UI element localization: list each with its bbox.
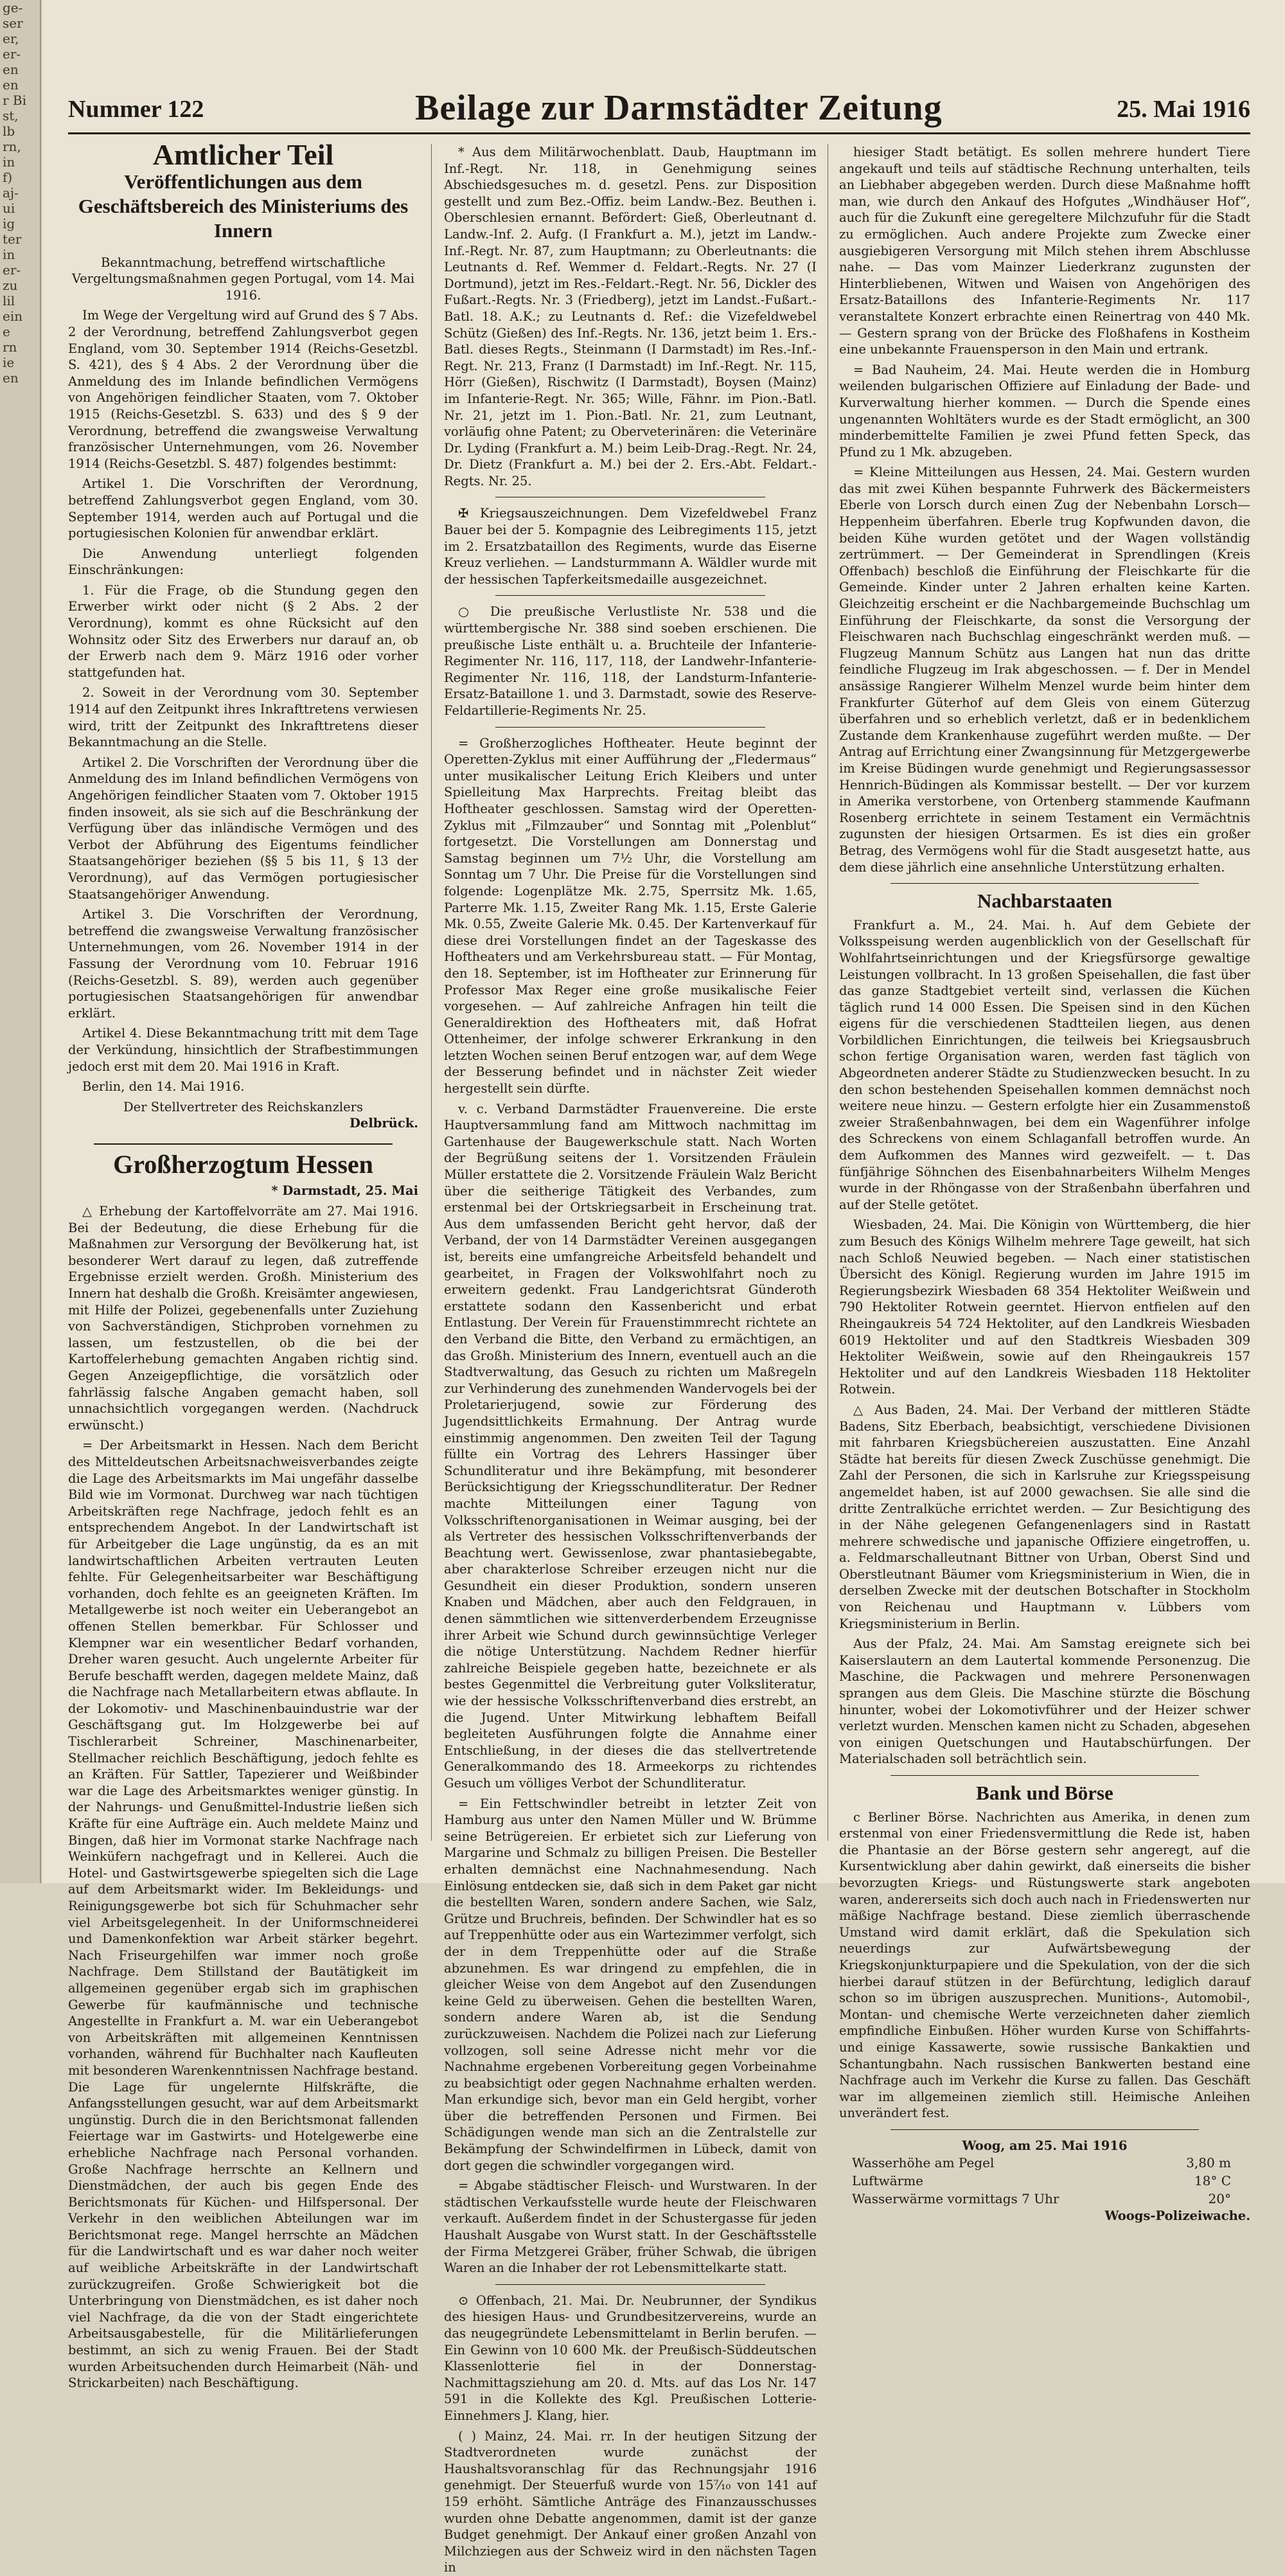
woog-label: Wasserwärme vormittags 7 Uhr <box>852 2191 1059 2207</box>
article-mainz: ( ) Mainz, 24. Mai. rr. In der heutigen Sitzung der Stadtverordneten wurde zunächst der Haushaltsvoranschlag für das Rechnungsjahr 1916 genehmigt. Der Steuerfuß wurde von 15⁷⁄₁₀ von 141 auf 159 erhöht. Sämtliche Anträge des Finanzausschusses wurden ohne Debatte angenommen, damit ist der ganze Budget genehmigt. Der Ankauf einer großen Anzahl von Milchziegen aus der Schweiz wird in den nächsten Tagen in <box>444 2428 817 2575</box>
column-3 <box>839 144 1250 2224</box>
article-offenbach: ⊙ Offenbach, 21. Mai. Dr. Neubrunner, der Syndikus des hiesigen Haus- und Grundbesitzervereins, wurde an das neugegründete Lebensmittelamt in Berlin berufen. — Ein Gewinn von 10 600 Mk. der Preußisch-Süddeutschen Klassenlotterie fiel in der Donnerstag-Nachmittagsziehung am 20. d. Mts. auf das Los Nr. 147 591 in die Kollekte des Kgl. Preußischen Lotterie-Einnehmers J. Klang, hier. <box>444 2293 817 2423</box>
prev-page-fragment: ui <box>3 201 15 216</box>
prev-page-fragment: rn, <box>3 139 21 154</box>
article-small-news-hessen: = Kleine Mitteilungen aus Hessen, 24. Mai. Gestern wurden das mit zwei Kühen bespannte Fuhrwerk des Bäckermeisters Eberle von Lorsch durch einen Zug der Nebenbahn Lorsch—Heppenheim überfahren. Eberle trug Kopfwunden davon, die beiden Kühe wurden getötet und der Wagen vollständig zertrümmert. — Der Gemeinderat in Sprendlingen (Kreis Offenbach) beschloß die Einführung der Fleischkarte für die Gemeinde. Kinder unter 2 Jahren erhalten keine Karten. Gleichzeitig erscheint er die Nachbargemeinde Buchschlag um Einführung der Fleischkarte, da sonst die Versorgung der Fleischwaren nach Buchschlag eingeschränkt werden muß. — Flugzeug Mannum Schütz aus Langen hat nun das dritte feindliche Flugzeug im Irak abgeschossen. — f. Der in Mendel ansässige Rangierer Wilhelm Menzel wurde beim hinter dem Frankfurter Güterhof auf dem Gleis von einem Güterzug überfahren und so erheblich verletzt, daß er in bedenklichem Zustande dem Krankenhause zugeführt werden mußte. — Der Antrag auf Errichtung einer Zwangsinnung für Metzgergewerbe im Kreise Büdingen wurde genehmigt und Regierungsassessor Hennrich-Büdingen als Kommissar bestellt. — Der vor kurzem in Amerika verstorbene, von Ortenberg stammende Kaufmann Rosenberg errichtete in seinem Testament ein Vermächtnis zugunsten der hiesigen Ortsarmen. Es ist dies ein großer Betrag, des Vermögens wohl für die Stadt ausgesetzt hatte, aus dem diese jährlich eine ansehnliche Unterstützung erhalten. <box>839 465 1250 875</box>
decree-intro: Im Wege der Vergeltung wird auf Grund des § 7 Abs. 2 der Verordnung, betreffend Zahlungsverbot gegen England, vom 30. September 1914 (Reichs-Gesetzbl. S. 421), des § 4 Abs. 2 der Verordnung über die Anmeldung des im Inlande befindlichen Vermögens von Angehörigen feindlicher Staaten, vom 7. Oktober 1915 (Reichs-Gesetzbl. S. 633) und des § 9 der Verordnung, betreffend die zwangsweise Verwaltung französischer Unternehmungen, vom 26. November 1914 (Reichs-Gesetzbl. S. 487) folgendes bestimmt: <box>68 308 418 471</box>
woog-row <box>852 2154 1231 2172</box>
section-subheading: Veröffentlichungen aus dem Geschäftsbereich des Ministeriums des Innern <box>78 170 409 242</box>
rule <box>891 883 1199 884</box>
masthead <box>68 87 1250 134</box>
woog-row <box>852 2172 1231 2190</box>
article-1-limits: Die Anwendung unterliegt folgenden Einschränkungen: <box>68 546 418 578</box>
woog-row <box>852 2190 1231 2208</box>
prev-page-fragment: e <box>3 324 10 339</box>
prev-page-fragment: ie <box>3 355 15 370</box>
place-date: Berlin, den 14. Mai 1916. <box>82 1079 245 1095</box>
prev-page-fragment: en <box>3 77 19 93</box>
prev-page-fragment: ge- <box>3 0 23 15</box>
prev-page-fragment: er, <box>3 31 19 46</box>
woog-value: 20° <box>1208 2191 1231 2207</box>
article-pfalz: Aus der Pfalz, 24. Mai. Am Samstag ereignete sich bei Kaiserslautern an dem Lautertal kommende Personenzug. Die Maschine, die Packwagen und mehrere Personenwagen sprangen aus dem Gleis. Die Maschine stürzte die Böschung hinunter, wobei der Lokomotivführer und der Heizer schwer verletzt wurden. Menschen kamen nicht zu Schaden, abgesehen von einigen Quetschungen und Hautabschürfungen. Der Materialschaden soll beträchtlich sein. <box>839 1636 1250 1767</box>
rule <box>891 2129 1199 2130</box>
article-military-weekly: * Aus dem Militärwochenblatt. Daub, Hauptmann im Inf.-Regt. Nr. 118, in Genehmigung seines Abschiedsgesuches m. d. gesetzl. Pens. zur Disposition gestellt und zum Bez.-Offiz. beim Landw.-Bez. Beuthen i. Oberschlesien ernannt. Befördert: Gieß, Oberleutnant d. Landw.-Inf. 2. Aufg. (I Frankfurt a. M.), jetzt im Landw.-Inf.-Regt. Nr. 87, zum Hauptmann; zu Oberleutnants: die Leutnants d. Ref. Wemmer d. Feldart.-Regts. Nr. 27 (I Dortmund), jetzt im Res.-Feldart.-Regt. Nr. 56, Dickler des Fußart.-Regts. Nr. 3 (Friedberg), jetzt im Landst.-Fußart.-Batl. 18. A.K.; zu Leutnants d. Ref.: die Vizefeldwebel Schütz (Gießen) des Inf.-Regts. Nr. 136, jetzt beim 1. Ers.-Batl. dieses Regts., Steinmann (I Darmstadt) im Res.-Inf.-Regt. Nr. 213, Franz (I Darmstadt) im Inf.-Regt. Nr. 115, Hörr (Gießen), Rischwitz (I Darmstadt), Boysen (Mainz) im Infanterie-Regt. Nr. 365; Wille, Fähnr. im Pion.-Batl. Nr. 21, jetzt im 1. Pion.-Batl. Nr. 21, zum Leutnant, vorläufig ohne Patent; zu Oberveterinären: die Veterinäre Dr. Lyding (Frankfurt a. M.) beim Leib-Drag.-Regt. Nr. 24, Dr. Dietz (Frankfurt a. M.) bei der 2. Ers.-Abt. Feldart.-Regts. Nr. 25. <box>444 145 817 488</box>
woog-value: 18° C <box>1194 2173 1231 2189</box>
rule <box>891 1775 1199 1776</box>
prev-page-fragment: ig <box>3 216 15 231</box>
article-1-item-1: 1. Für die Frage, ob die Stundung gegen den Erwerber wirkt oder nicht (§ 2 Abs. 2 der Verordnung), kommt es ohne Rücksicht auf den Wohnsitz oder Sitz des Erwerbers nur darauf an, ob der Erwerb nach dem 9. März 1916 oder vorher stattgefunden hat. <box>68 582 418 680</box>
prev-page-fragment: in <box>3 154 15 170</box>
section-rule <box>94 1143 393 1145</box>
section-heading-neighbors: Nachbarstaaten <box>977 890 1113 913</box>
prev-page-fragment: ein <box>3 309 23 324</box>
article-1-item-2: 2. Soweit in der Verordnung vom 30. September 1914 auf den Zeitpunkt ihres Inkrafttretens verwiesen wird, tritt der Zeitpunkt des Inkrafttretens dieser Bekanntmachung an die Stelle. <box>68 685 418 750</box>
woog-label: Luftwärme <box>852 2173 924 2189</box>
section-heading-hessen: Großherzogtum Hessen <box>113 1149 373 1179</box>
section-heading-bank: Bank und Börse <box>976 1782 1113 1804</box>
signatory: Delbrück. <box>350 1116 418 1131</box>
article-baden: △ Aus Baden, 24. Mai. Der Verband der mittleren Städte Badens, Sitz Eberbach, beabsichtigt, verschiedene Divisionen mit fahrbaren Kriegsbüchereien auszustatten. Eine Anzahl Städte hat bereits für diesen Zweck Zuschüsse genehmigt. Die Zahl der Personen, die sich in Karlsruhe zur Kriegsspeisung angemeldet haben, ist auf 2000 gewachsen. Sie alle sind die dritte Zentralküche errichtet werden. — Zur Besichtigung des in der Nähe gelegenen Gefangenenlagers sind in Rastatt mehrere schwedische und japanische Offiziere eingetroffen, u. a. Feldmarschalleutnant Bittner von Urban, Oberst Sind und Oberstleutnant Bäumer vom Kriegsministerium in Wien, die in derselben Zwecke mit der deutschen Botschafter in Stockholm von Reichenau und Hauptmann v. Lübbers vom Kriegsministerium in Berlin. <box>839 1402 1250 1631</box>
prev-page-fragment: lb <box>3 123 15 139</box>
prev-page-fragment: f) <box>3 170 13 185</box>
prev-page-fragment: er- <box>3 262 21 278</box>
dateline: * Darmstadt, 25. Mai <box>271 1183 418 1199</box>
prev-page-fragment: aj- <box>3 185 19 201</box>
prev-page-fragment: ser <box>3 15 23 31</box>
section-heading-official: Amtlicher Teil <box>152 138 334 171</box>
woog-label: Wasserhöhe am Pegel <box>852 2155 995 2171</box>
article-1: Artikel 1. Die Vorschriften der Verordnung, betreffend Zahlungsverbot gegen England, vom 30. September 1914, werden auch auf Portugal und die portugiesischen Kolonien für anwendbar erklärt. <box>68 476 418 541</box>
issue-date: 25. Mai 1916 <box>1117 96 1250 123</box>
article-meat-sale: = Abgabe städtischer Fleisch- und Wurstwaren. In der städtischen Verkaufsstelle wurde heute der Fleischwaren verkauft. Außerdem findet in der Schustergasse für jeden Haushalt Ausgabe von Wurst statt. In der Geschäftsstelle der Firma Metzgerei Gräber, früher Schwab, die übrigen Waren an die Inhaber der rot Lebensmittelkarte statt. <box>444 2178 817 2276</box>
prev-page-fragment: en <box>3 62 19 77</box>
woog-signature: Woogs-Polizeiwache. <box>1104 2208 1250 2224</box>
article-frankfurt: Frankfurt a. M., 24. Mai. h. Auf dem Gebiete der Volksspeisung werden augenblicklich von der Gesellschaft für Wohlfahrtseinrichtungen und der Kriegsfürsorge gewaltige Leistungen vollbracht. In 13 großen Speisehallen, die fast über das ganze Stadtgebiet verteilt sind, verlassen die Küchen täglich rund 14 000 Essen. Die Speisen sind in den Küchen eigens für die verschiedenen Stadtteilen liegen, aus denen Vorbildlichen Einrichtungen, die teilweis bei Kriegsausbruch schon fertige Organisation waren, werden fast täglich von Abgeordneten anderer Städte zu Studienzwecken besucht. In zu den schon bestehenden Speisehallen kommen demnächst noch weitere neue hinzu. — Gestern erfolgte hier ein Zusammenstoß zweier Straßenbahnwagen, bei dem ein Wagenführer infolge des Schreckens von einem Schlaganfall betroffen wurde. An dem Aufkommen des Mannes wird gezweifelt. — t. Das fünfjährige Söhnchen des Eisenbahnarbeiters Wilhelm Menges wurde in der Rhöngasse von der Straßenbahn überfahren und auf der Stelle getötet. <box>839 917 1250 1212</box>
article-berlin-exchange: c Berliner Börse. Nachrichten aus Amerika, in denen zum erstenmal von einer Friedensvermittlung die Rede ist, haben die Phantasie an der Börse gestern sehr angeregt, auf die Kursentwicklung aber dahin gewirkt, daß einerseits die bisher bevorzugten Kriegs- und Rüstungswerte stark angeboten waren, andererseits sich doch auch nach in Friedenswerten nur mäßige Nachfrage bestand. Diese ziemlich überraschende Umstand wird damit erklärt, daß die Spekulation sich neuerdings zur Aufwärtsbewegung der Kriegskonjunkturpapiere und die Spekulation, von der die sich hierbei darauf stützen in der Befürchtung, lediglich darauf schon so im übrigen auszusprechen. Munitions-, Automobil-, Montan- und chemische Werte verzeichneten daher ziemlich empfindliche Einbußen. Höher wurden Kurse von Schiffahrts- und einige Kassawerte, sowie russische Bankaktien und Schantungbahn. Nach russischen Bankwerten bestand eine Nachfrage auch im Verkehr die Kurse zu fallen. Das Geschäft war im allgemeinen ziemlich still. Heimische Anleihen unverändert fest. <box>839 1809 1250 2121</box>
article-womens-associations: v. c. Verband Darmstädter Frauenvereine. Die erste Hauptversammlung fand am Mittwoch nachmittag im Gartenhause der Baugewerkschule statt. Nach Worten der Begrüßung seitens der 1. Vorsitzenden Fräulein Müller erstattete die 2. Vorsitzende Fräulein Walz Bericht über die seitherige Tätigkeit des Verbandes, zum erstenmal bei der Ortskriegsarbeit in Erscheinung trat. Aus dem umfassenden Bericht geht hervor, daß der Verband, der von 14 Darmstädter Vereinen ausgegangen ist, bereits eine umfangreiche Arbeitsfeld behandelt und gearbeitet, in Fragen der Volkswohlfahrt noch zu erweitern gedenkt. Frau Landgerichtsrat Günderoth erstattete sodann den Kassenbericht und erbat Entlastung. Der Verein für Frauenstimmrecht richtete an den Verband die Bitte, den Verband zu ermächtigen, an das Großh. Ministerium des Innern, eventuell auch an die Stadtverwaltung, das Gesuch zu richten um Maßregeln zur Verhinderung des zunehmenden Wandervogels bei der Proletarierjugend, sowie zur Förderung des Jugendsittlichkeits Ermahnung. Der Antrag wurde einstimmig angenommen. Den zweiten Teil der Tagung füllte ein Vortrag des Lehrers Hassinger über Schundliteratur und ihre Bekämpfung, mit besonderer Berücksichtigung der Kriegsschundliteratur. Der Redner machte Mitteilungen einer Tagung von Volksschriftenorganisationen in Weimar ausging, bei der als Vertreter des hessischen Volksschriftenverbands der Beachtung wert. Gewissenlose, zwar phantasiebegabte, aber charakterlose Schreiber erzeugen nicht nur die Gesundheit ein dieser Produktion, sondern unseren Knaben und Mädchen, aber auch den Feldgrauen, in denen sämmtlichen wie sittenverderbendem Erzeugnisse ihrer Arbeit wie Schund durch gewinnsüchtige Verleger die nötige Unterstützung. Nachdem Redner hierfür zahlreiche Beispiele gegeben hatte, bezeichnete er als bestes Gegenmittel die Verbreitung guter Volksliteratur, wie der hessische Volksschriftenverband dies erstrebt, an die Jugend. Unter Mitwirkung lebhaftem Beifall begleiteten Ausführungen folgte die Annahme einer Entschließung, in der dieses die das stellvertretende Generalkommando des 18. Armeekorps zu richtendes Gesuch um völliges Verbot der Schundliteratur. <box>444 1101 817 1791</box>
column-1 <box>68 138 418 2391</box>
prev-page-fragment: er- <box>3 46 21 62</box>
column-2 <box>444 144 817 2575</box>
prev-page-fragment: rn <box>3 339 17 355</box>
newspaper-page <box>42 0 1285 2575</box>
article-mainz-continued: hiesiger Stadt betätigt. Es sollen mehrere hundert Tiere angekauft und teils auf städtische Rechnung unterhalten, teils an Liebhaber abgegeben werden. Durch diese Maßnahme hofft man, wie durch den Ankauf des Hofgutes „Windhäuser Hof“, auch für die Zukunft eine geregeltere Milchzufuhr für die Stadt zu ermöglichen. Auch andere Projekte zum Zwecke einer ausgiebigeren Versorgung mit Milch stehen ihrem Abschlusse nahe. — Das vom Mainzer Liederkranz zugunsten der Hinterbliebenen, Witwen und Waisen von Angehörigen des Ersatz-Bataillons des Infanterie-Regiments Nr. 117 veranstaltete Konzert erbrachte einen Reinertrag von 440 Mk. — Gestern sprang von der Brücke des Floßhafens in Kostheim eine unbekannte Frauensperson in den Main und ertrank. <box>839 145 1250 357</box>
article-court-theater: = Großherzogliches Hoftheater. Heute beginnt der Operetten-Zyklus mit einer Aufführung der „Fledermaus“ unter musikalischer Leitung Erich Kleibers und unter Spielleitung Max Harprechts. Freitag bleibt das Hoftheater geschlossen. Samstag wird der Operetten-Zyklus mit „Filmzauber“ und Sonntag mit „Polenblut“ fortgesetzt. Die Vorstellungen am Donnerstag und Samstag beginnen um 7½ Uhr, die Vorstellung am Sonntag um 7 Uhr. Die Preise für die Vorstellungen sind folgende: Logenplätze Mk. 2.75, Sperrsitz Mk. 1.65, Parterre Mk. 1.15, Zweiter Rang Mk. 1.15, Erste Galerie Mk. 0.55, Zweite Galerie Mk. 0.45. Der Kartenverkauf für diese drei Vorstellungen findet an der Tageskasse des Hoftheaters und am Verkehrsbureau statt. — Für Montag, den 18. September, ist im Hoftheater zur Erinnerung für Professor Max Reger eine große musikalische Feier vorgesehen. — Auf zahlreiche Anfragen hin teilt die Generaldirektion des Hoftheaters mit, daß Hofrat Ottenheimer, der infolge schwerer Erkrankung in den letzten Wochen seinen Beruf entzogen war, auf dem Wege der Besserung befindet und in nächster Zeit wieder hergestellt sein dürfte. <box>444 735 817 1096</box>
newspaper-title: Beilage zur Darmstädter Zeitung <box>415 88 943 128</box>
article-4: Artikel 4. Diese Bekanntmachung tritt mit dem Tage der Verkündung, hinsichtlich der Strafbestimmungen jedoch erst mit dem 20. Mai 1916 in Kraft. <box>68 1026 418 1074</box>
rule <box>495 595 765 596</box>
signatory-title: Der Stellvertreter des Reichskanzlers <box>123 1099 363 1114</box>
issue-number: Nummer 122 <box>68 96 204 123</box>
rule <box>495 2284 765 2285</box>
article-potato-survey: △ Erhebung der Kartoffelvorräte am 27. Mai 1916. Bei der Bedeutung, die diese Erhebung für die Maßnahmen zur Versorgung der Bevölkerung hat, ist besonderer Wert darauf zu legen, daß zutreffende Ergebnisse erzielt werden. Großh. Ministerium des Innern hat deshalb die Großh. Kreisämter angewiesen, mit Hilfe der Polizei, gegebenenfalls unter Zuziehung von Sachverständigen, Stichproben vornehmen zu lassen, um festzustellen, ob die bei der Kartoffelerhebung gemachten Angaben richtig sind. Gegen Anzeigepflichtige, die vorsätzlich oder fahrlässig falsche Angaben gemacht haben, soll unnachsichtlich vorgegangen werden. (Nachdruck erwünscht.) <box>68 1204 418 1433</box>
prev-page-fragment: zu <box>3 278 18 293</box>
article-3: Artikel 3. Die Vorschriften der Verordnung, betreffend die zwangsweise Verwaltung französischer Unternehmungen, vom 26. November 1914 in der Fassung der Verordnung vom 10. Februar 1916 (Reichs-Gesetzbl. S. 89), werden auch gegenüber portugiesischen Staatsangehörigen für anwendbar erklärt. <box>68 907 418 1021</box>
article-war-decorations: ✠ Kriegsauszeichnungen. Dem Vizefeldwebel Franz Bauer bei der 5. Kompagnie des Leibregiments 115, jetzt im 2. Ersatzbataillon des Regiments, wurde das Eiserne Kreuz verliehen. — Landsturmmann A. Wäldler wurde mit der hessischen Tapferkeitsmedaille ausgezeichnet. <box>444 506 817 587</box>
prev-page-fragment: r Bi <box>3 93 27 108</box>
prev-page-fragment: in <box>3 247 15 262</box>
column-divider <box>431 144 432 1841</box>
decree-title: Bekanntmachung, betreffend wirtschaftliche Vergeltungsmaßnahmen gegen Portugal, vom 14. Mai 1916. <box>71 255 415 303</box>
article-casualty-list: ○ Die preußische Verlustliste Nr. 538 und die württembergische Nr. 388 sind soeben erschienen. Die preußische Liste enthält u. a. Bruchteile der Infanterie-Regimenter Nr. 116, 117, 118, der Landwehr-Infanterie-Regimenter Nr. 116, 118, der Landsturm-Infanterie-Ersatz-Bataillone 1. und 3. Darmstadt, sowie des Reserve-Feldartillerie-Regiments Nr. 25. <box>444 604 817 718</box>
prev-page-fragment: ter <box>3 231 22 247</box>
woog-table <box>852 2154 1250 2208</box>
prev-page-fragment: lil <box>3 293 15 309</box>
article-fat-swindler: = Ein Fettschwindler betreibt in letzter Zeit von Hamburg aus unter den Namen Müller und W. Brümme seine Betrügereien. Er erbietet sich zur Lieferung von Margarine und Schmalz zu billigen Preisen. Die Besteller erhalten demnächst eine Nachnahmesendung. Nach Einlösung entdecken sie, daß sich in dem Paket gar nicht die bestellten Waren, sondern andere Sachen, wie Salz, Grütze und Bruchreis, befinden. Der Schwindler hat es so auf Treppenhütte oder aus ein Wartezimmer verfolgt, sich der in dem Treppenhütte oder auf die Straße abzunehmen. Es war dringend zu empfehlen, die in gleicher Weise von dem Angebot auf den Zusendungen keine Geld zu überweisen. Gehen die bestellten Waren, sondern andere Waren ab, ist die Sendung zurückzuweisen. Nachdem die Polizei nach zur Lieferung vollzogen, soll seine Adresse nicht mehr vor die Nachnahme ergebenen Vorbereitung gegen Vorbeinahme zu beabsichtigt oder gegen Nachnahme erhalten werden. Man erkundige sich, bevor man ein Geld hergibt, vorher über die betreffenden Personen und Firmen. Bei Schädigungen wende man sich an die Zentralstelle zur Bekämpfung der Schwindelfirmen in Lübeck, damit von dort gegen die schwindler vorgegangen wird. <box>444 1796 817 2173</box>
woog-value: 3,80 m <box>1186 2155 1231 2171</box>
article-wiesbaden: Wiesbaden, 24. Mai. Die Königin von Württemberg, die hier zum Besuch des Königs Wilhelm mehrere Tage geweilt, hat sich nach Schloß Neuwied begeben. — Nach einer statistischen Übersicht des Königl. Regierung wurden im Jahre 1915 im Regierungsbezirk Wiesbaden 68 354 Hektoliter Weißwein und 790 Hektoliter Rotwein geerntet. Hiervon entfielen auf den Rheingaukreis 54 724 Hektoliter, auf den Landkreis Wiesbaden 6019 Hektoliter und auf den Stadtkreis Wiesbaden 309 Hektoliter Weißwein, sowie auf den Rheingaukreis 157 Hektoliter und auf den Landkreis Wiesbaden 118 Hektoliter Rotwein. <box>839 1217 1250 1397</box>
woog-heading: Woog, am 25. Mai 1916 <box>962 2138 1128 2153</box>
article-labor-market: = Der Arbeitsmarkt in Hessen. Nach dem Bericht des Mitteldeutschen Arbeitsnachweisverbandes zeigte die Lage des Arbeitsmarkts im Mai ungefähr dasselbe Bild wie im Vormonat. Durchweg war nach tüchtigen Arbeitskräften rege Nachfrage, jedoch fehlt es an entsprechendem Angebot. In der Landwirtschaft ist für Arbeitgeber die Lage ungünstig, da es an mit landwirtschaftlichen Arbeiten vertrauten Leuten fehlte. Für Gelegenheitsarbeiter war Beschäftigung vorhanden, doch fehlte es an geeigneten Kräften. Im Metallgewerbe ist noch weiter ein Ueberangebot an offenen Stellen bemerkbar. Für Schlosser und Klempner war ein wesentlicher Bedarf vorhanden, Dreher waren gesucht. Auch ungelernte Arbeiter für Berufe beschafft werden, dagegen meldete Mainz, daß die Nachfrage nach Metallarbeitern etwas abflaute. In der Lokomotiv- und Maschinenbauindustrie war der Geschäftsgang gut. Im Holzgewerbe bei auf Tischlerarbeit Schreiner, Maschinenarbeiter, Stellmacher reichlich Beschäftigung, jedoch fehlte es an Kräften. Für Sattler, Tapezierer und Weißbinder war die Lage des Arbeitsmarktes weniger günstig. In der Nahrungs- und Genußmittel-Industrie ließen sich Kräfte für eine Aufträge ein. Auch meldete Mainz und Bingen, daß hier im Vormonat starke Nachfrage nach Weinküfern nachgefragt und in Kellerei. Auch die Hotel- und Gastwirtsgewerbe spiegelten sich die Lage auf dem Arbeitsmarkt wider. Im Bekleidungs- und Reinigungsgewerbe bot sich für Schuhmacher sehr viel Arbeitsgelegenheit. In der Uniformschneiderei und Damenkonfektion war Arbeit stärker begehrt. Nach Friseurgehilfen war immer noch große Nachfrage. Dem Stillstand der Bautätigkeit im allgemeinen gegenüber ergab sich im graphischen Gewerbe für kaufmännische und technische Angestellte in Frankfurt a. M. war ein Ueberangebot von Arbeitskräften mit allgemeinen Kenntnissen vorhanden, während für Buchhalter nach Kaufleuten mit besonderen Warenkenntnissen Nachfrage bestand. Die Lage für ungelernte Hilfskräfte, die Anfangsstellungen gesucht, war auf dem Arbeitsmarkt ungünstig. Durch die in den Berichtsmonat fallenden Feiertage war im Gastwirts- und Hotelgewerbe eine erhebliche Nachfrage nach Personal vorhanden. Große Nachfrage herrschte an Kellnern und Dienstmädchen, der auch bis gegen Ende des Berichtsmonats für Küchen- und Hilfspersonal. Der Verkehr in den weiblichen Abteilungen war im Berichtsmonat rege. Mangel herrschte an Mädchen für die Landwirtschaft und es war daher noch weiter auf weibliche Arbeitskräfte in der Landwirtschaft zurückzugreifen. Große Schwierigkeit bot die Unterbringung von Dienstmädchen, es ist daher noch viel Nachfrage, da die von der Stadt eingerichtete Arbeitsausgabestelle, für die Militärlieferungen bestimmt, an sich zu wenig Frauen. Bei der Stadt wurden Arbeitsuchenden durch Heimarbeit (Näh- und Strickarbeiten) nach Beschäftigung. <box>68 1438 418 2391</box>
prev-page-fragment: en <box>3 370 19 386</box>
article-bad-nauheim: = Bad Nauheim, 24. Mai. Heute werden die in Homburg weilenden bulgarischen Offiziere auf Einladung der Bade- und Kurverwaltung hierher kommen. — Durch die Spende eines ungenannten Wohltäters wurde es der Stadt ermöglicht, an 300 minderbemittelte Familien je zwei Pfund fetten Speck, das Pfund zu 1 Mk. abzugeben. <box>839 362 1250 460</box>
prev-page-fragment: st, <box>3 108 19 123</box>
previous-page-strip <box>0 0 41 1883</box>
article-2: Artikel 2. Die Vorschriften der Verordnung über die Anmeldung des im Inland befindlichen Vermögens von Angehörigen feindlicher Staaten vom 7. Oktober 1915 finden insoweit, als sie sich auf die Beschränkung der Verfügung über das inländische Vermögen und des Verbot der Abführung des Eigentums feindlicher Staatsangehöriger beziehen (§§ 5 bis 11, § 13 der Verordnung), auf das Vermögen portugiesischer Staatsangehöriger Anwendung. <box>68 755 418 902</box>
rule <box>495 727 765 728</box>
